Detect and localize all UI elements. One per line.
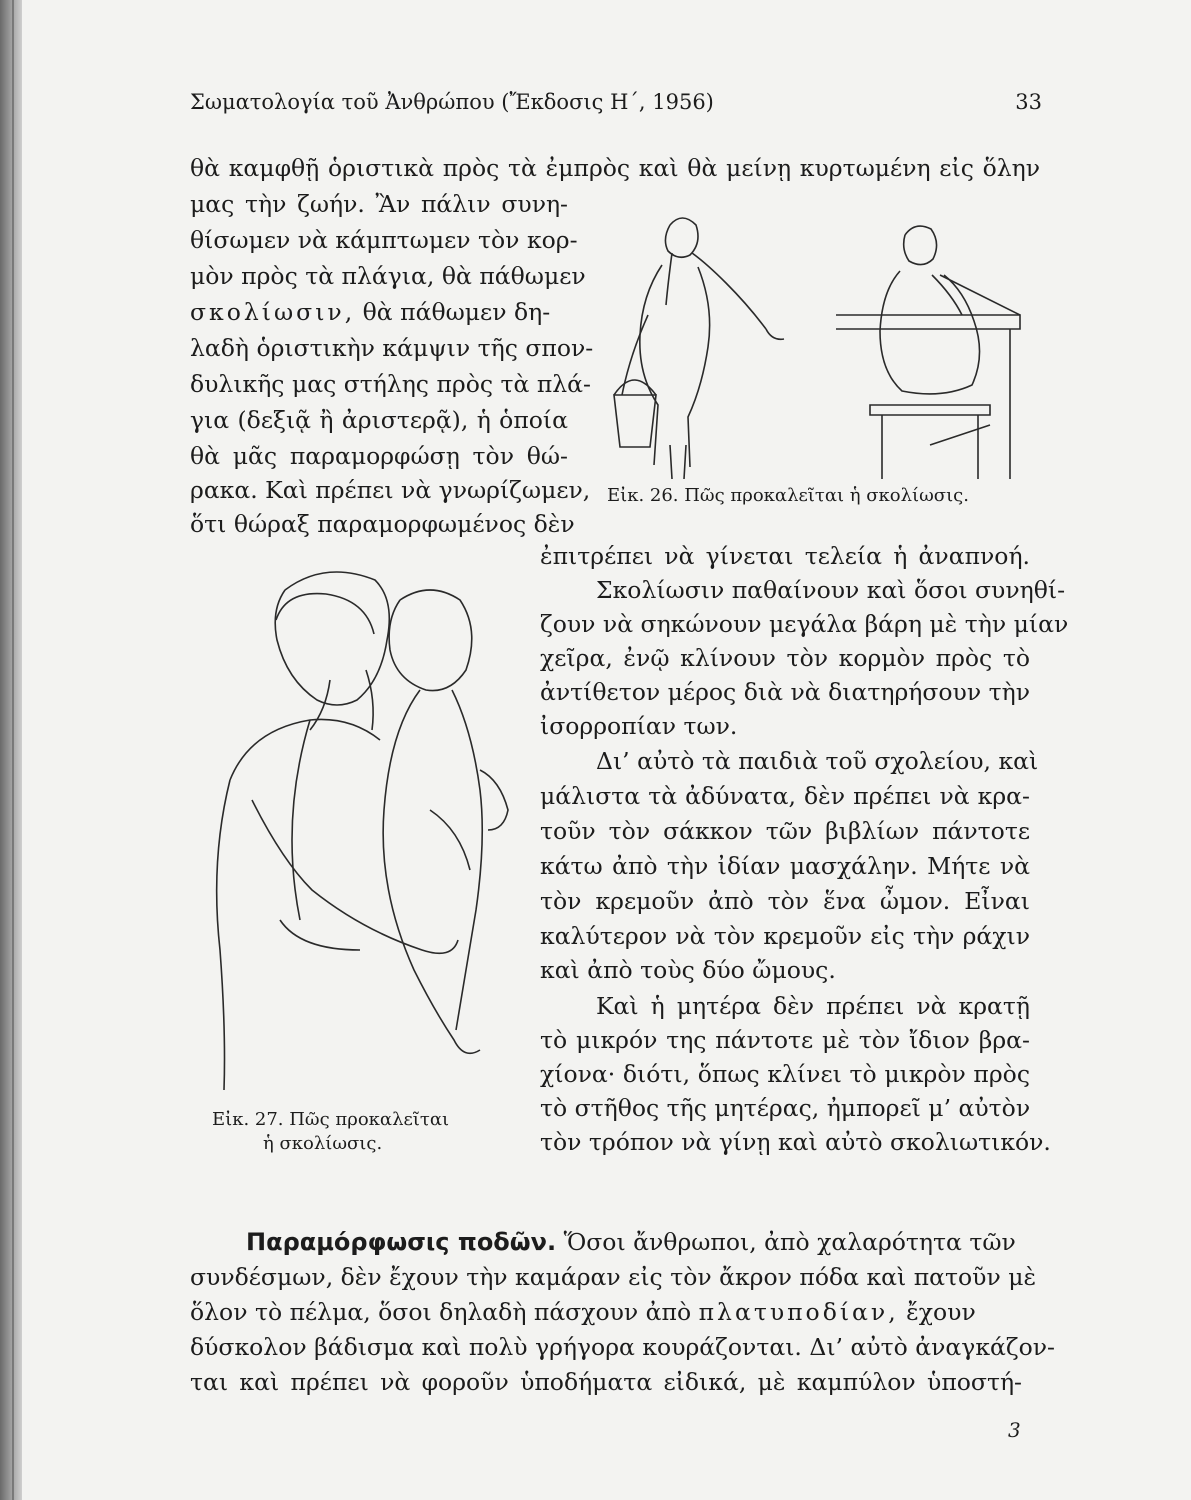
figure-27-caption-line2: ἡ σκολίωσις. (263, 1133, 383, 1154)
body-line: μάλιστα τὰ ἀδύνατα, δὲν πρέπει νὰ κρα- (540, 782, 1030, 810)
body-line: θίσωμεν νὰ κάμπτωμεν τὸν κορ- (190, 226, 578, 254)
body-line: τὸ μικρόν της πάντοτε μὲ τὸν ἴδιον βρα- (540, 1026, 1030, 1054)
body-line (190, 296, 568, 328)
book-spine-edge (0, 0, 22, 1500)
body-line: ἀντίθετον μέρος διὰ νὰ διατηρήσουν τὴν (540, 678, 1030, 706)
running-title: Σωματολογία τοῦ Ἀνθρώπου (Ἔκδοσις Η΄, 1956) (190, 90, 714, 114)
emphasized-term: σκολίωσιν, (190, 298, 356, 326)
figure-27-caption-line1: Εἰκ. 27. Πῶς προκαλεῖται (212, 1109, 450, 1130)
body-text-fragment: ὅλον τὸ πέλμα, ὅσοι δηλαδὴ πάσχουν ἀπὸ (190, 1298, 692, 1326)
body-line: χεῖρα, ἐνῷ κλίνουν τὸν κορμὸν πρὸς τὸ (540, 644, 1030, 672)
body-line: θὰ μᾶς παραμορφώσῃ τὸν θώ- (190, 442, 568, 470)
body-line: ται καὶ πρέπει νὰ φοροῦν ὑποδήματα εἰδικά, μὲ καμπύλον ὑποστή- (190, 1368, 1022, 1396)
body-line: για (δεξιᾷ ἢ ἀριστερᾷ), ἡ ὁποία (190, 406, 568, 434)
body-line: καλύτερον νὰ τὸν κρεμοῦν εἰς τὴν ράχιν (540, 922, 1030, 950)
body-line: μὸν πρὸς τὰ πλάγια, θὰ πάθωμεν (190, 262, 586, 290)
body-line: μας τὴν ζωήν. Ἂν πάλιν συνη- (190, 190, 568, 218)
body-text-fragment: θὰ πάθωμεν δη- (362, 298, 551, 326)
figure-26-caption: Εἰκ. 26. Πῶς προκαλεῖται ἡ σκολίωσις. (607, 485, 969, 506)
body-line: λαδὴ ὁριστικὴν κάμψιν τῆς σπον- (190, 334, 594, 362)
body-line: ἐπιτρέπει νὰ γίνεται τελεία ἡ ἀναπνοή. (540, 542, 1030, 570)
body-line: θὰ καμφθῇ ὁριστικὰ πρὸς τὰ ἐμπρὸς καὶ θὰ μείνῃ κυρτωμένη εἰς ὅλην (190, 154, 1040, 182)
body-line (246, 1226, 1040, 1258)
body-line: δυλικῆς μας στήλης πρὸς τὰ πλά- (190, 370, 591, 398)
body-line: συνδέσμων, δὲν ἔχουν τὴν καμάραν εἰς τὸν ἄκρον πόδα καὶ πατοῦν μὲ (190, 1263, 1037, 1291)
body-line: τοῦν τὸν σάκκον τῶν βιβλίων πάντοτε (540, 817, 1030, 845)
body-text-fragment: ἔχουν (906, 1298, 976, 1326)
body-line: Καὶ ἡ μητέρα δὲν πρέπει νὰ κρατῇ (596, 992, 1030, 1020)
body-line: ἰσορροπίαν των. (540, 712, 738, 740)
page-number: 33 (1015, 90, 1042, 114)
body-line: Δι’ αὐτὸ τὰ παιδιὰ τοῦ σχολείου, καὶ (596, 747, 1039, 775)
body-line: δύσκολον βάδισμα καὶ πολὺ γρήγορα κουράζονται. Δι’ αὐτὸ ἀναγκάζον- (190, 1333, 1055, 1361)
section-heading: Παραμόρφωσις ποδῶν. (246, 1228, 557, 1256)
body-line: καὶ ἀπὸ τοὺς δύο ὤμους. (540, 956, 836, 984)
page-header (190, 90, 1042, 120)
body-line: Σκολίωσιν παθαίνουν καὶ ὅσοι συνηθί- (596, 576, 1066, 604)
emphasized-term: πλατυποδίαν, (698, 1298, 899, 1326)
body-line: τὸ στῆθος τῆς μητέρας, ἠμπορεῖ μ’ αὐτὸν (540, 1094, 1031, 1122)
body-line: ζουν νὰ σηκώνουν μεγάλα βάρη μὲ τὴν μίαν (540, 610, 1069, 638)
body-line: τὸν κρεμοῦν ἀπὸ τὸν ἕνα ὦμον. Εἶναι (540, 887, 1030, 915)
figure-27-illustration (190, 560, 520, 1100)
body-text-fragment: Ὅσοι ἄνθρωποι, ἀπὸ χαλαρότητα τῶν (563, 1228, 1016, 1256)
signature-mark: 3 (1008, 1418, 1021, 1442)
body-line: ρακα. Καὶ πρέπει νὰ γνωρίζωμεν, (190, 476, 591, 504)
body-line (190, 1296, 1024, 1328)
body-line: ὅτι θώραξ παραμορφωμένος δὲν (190, 510, 575, 538)
figure-26-illustration (600, 205, 1040, 483)
body-line: τὸν τρόπον νὰ γίνῃ καὶ αὐτὸ σκολιωτικόν. (540, 1128, 1051, 1156)
body-line: χίονα· διότι, ὅπως κλίνει τὸ μικρὸν πρὸς (540, 1060, 1030, 1088)
body-line: κάτω ἀπὸ τὴν ἰδίαν μασχάλην. Μήτε νὰ (540, 852, 1030, 880)
